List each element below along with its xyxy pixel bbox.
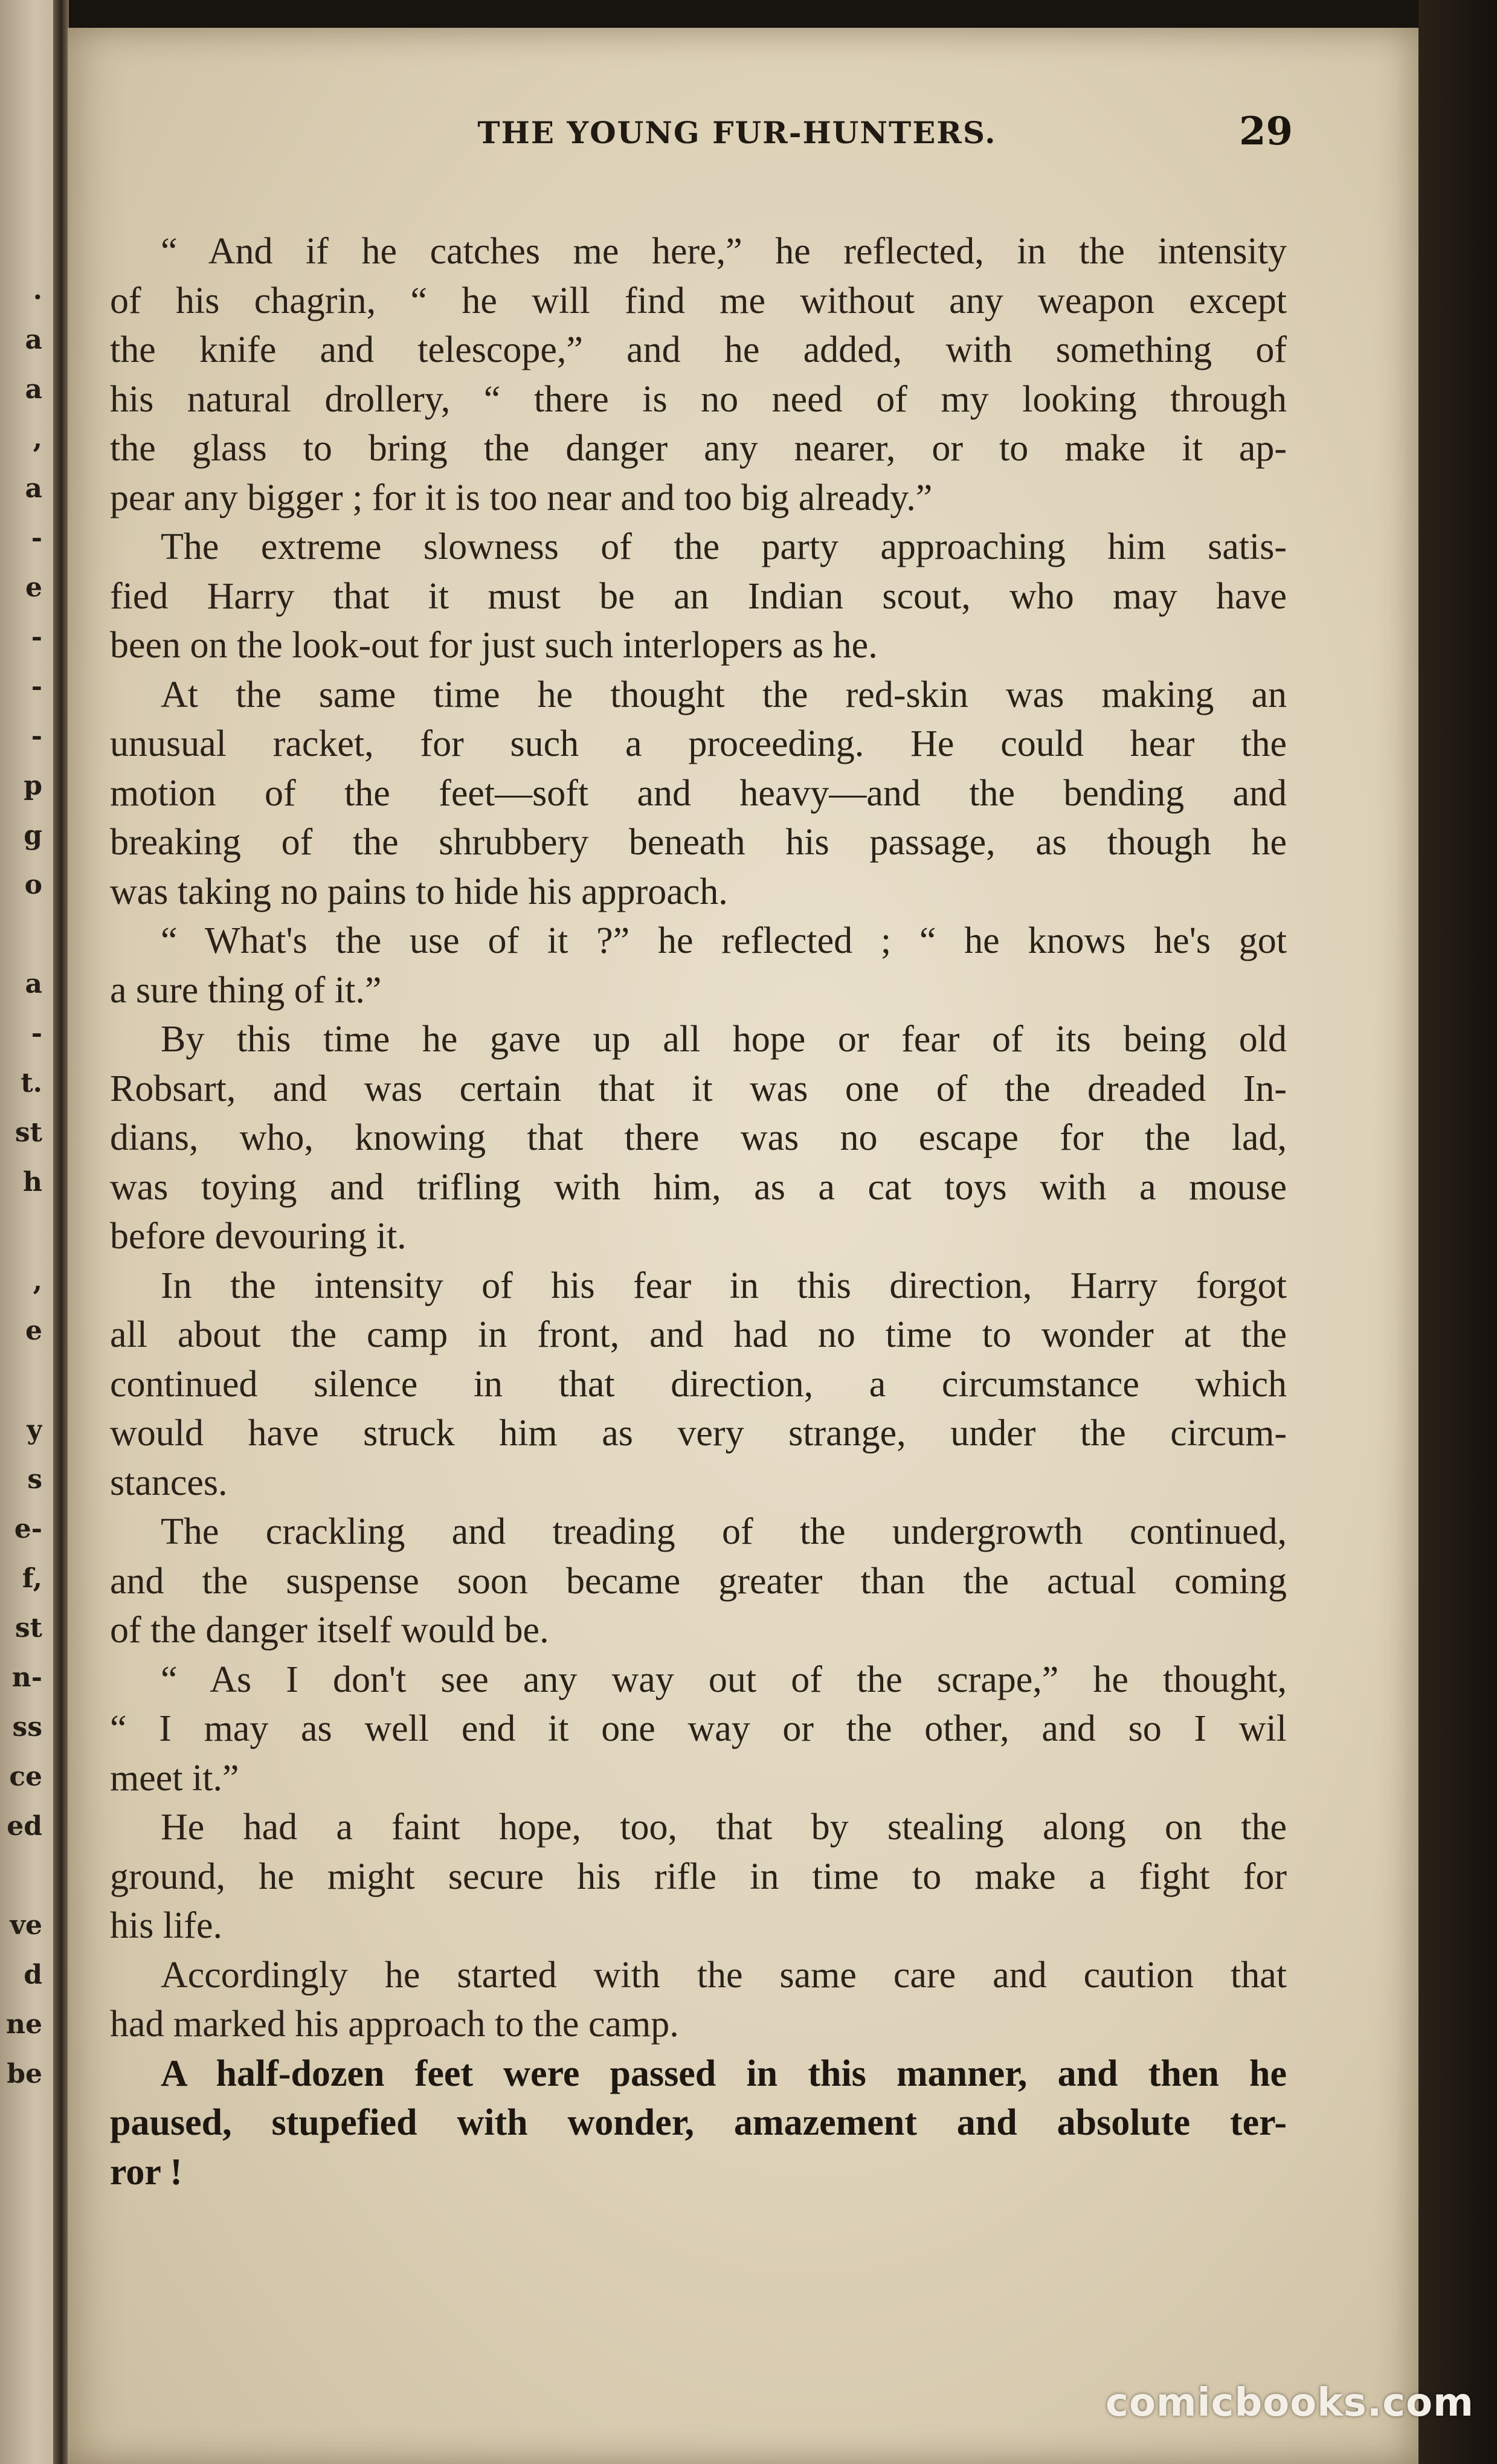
previous-page-fragment: a — [25, 324, 42, 355]
previous-page-fragment: st — [14, 1613, 42, 1643]
text-line: his natural drollery, “ there is no need of my looking through — [110, 378, 1287, 420]
previous-page-fragment: y — [27, 1414, 42, 1445]
text-line: He had a faint hope, too, that by stealing along on the — [161, 1807, 1287, 1848]
text-line: “ And if he catches me here,” he reflected, in the intensity — [161, 231, 1287, 272]
previous-page-fragment: g — [24, 820, 42, 851]
previous-page-fragment: . — [33, 275, 42, 306]
previous-page-fragment: , — [33, 424, 42, 454]
previous-page-fragment: p — [24, 770, 42, 801]
text-line: was taking no pains to hide his approach. — [110, 871, 728, 912]
previous-page-fragment: a — [25, 374, 42, 405]
previous-page-fragment: be — [7, 2059, 42, 2089]
text-line: the glass to bring the danger any nearer, or to make it ap- — [110, 428, 1287, 469]
previous-page-fragment: e — [25, 1315, 42, 1346]
body-text — [110, 227, 1287, 2197]
text-line: meet it.” — [110, 1757, 239, 1799]
text-line: was toying and trifling with him, as a cat toys with a mouse — [110, 1166, 1287, 1208]
previous-page-fragment: st — [14, 1117, 42, 1148]
previous-page-fragment: ed — [7, 1811, 42, 1842]
previous-page-fragment — [0, 1851, 42, 1901]
text-line: all about the camp in front, and had no time to wonder at the — [110, 1314, 1287, 1355]
text-line: By this time he gave up all hope or fear of its being old — [161, 1019, 1287, 1060]
text-line: In the intensity of his fear in this direction, Harry forgot — [161, 1265, 1287, 1306]
previous-page-fragment: - — [31, 671, 42, 702]
text-line: breaking of the shrubbery beneath his passage, as though he — [110, 822, 1287, 863]
previous-page-fragment: h — [23, 1167, 42, 1198]
previous-page-fragment — [0, 910, 42, 959]
text-line: of his chagrin, “ he will find me without any weapon except — [110, 280, 1287, 321]
previous-page-fragment — [0, 1356, 42, 1405]
text-line: “ As I don't see any way out of the scrape,” he thought, — [161, 1659, 1287, 1700]
previous-page-fragment: a — [25, 969, 42, 999]
previous-page-fragment: e- — [14, 1514, 42, 1544]
previous-page-fragment: ne — [6, 2009, 42, 2040]
text-line: stances. — [110, 1462, 228, 1503]
text-line: “ What's the use of it ?” he reflected ; “ he knows he's got — [161, 920, 1287, 961]
page-number: 29 — [1238, 109, 1293, 154]
previous-page-fragment: ce — [9, 1761, 42, 1792]
text-line: before devouring it. — [110, 1216, 407, 1257]
previous-page-fragment: - — [31, 523, 42, 553]
text-line: dians, who, knowing that there was no escape for the lad, — [110, 1117, 1287, 1158]
text-line: been on the look-out for just such interlopers as he. — [110, 625, 878, 666]
text-line: motion of the feet—soft and heavy—and the bending and — [110, 772, 1287, 814]
previous-page-fragment — [0, 1207, 42, 1257]
previous-page-fragment: n- — [11, 1662, 42, 1693]
binding-gutter — [53, 0, 69, 2464]
watermark-logo: comicbooks.com — [1106, 2381, 1474, 2425]
previous-page-fragment: - — [31, 721, 42, 752]
text-line: ror ! — [110, 2151, 182, 2193]
text-line: Robsart, and was certain that it was one of the dreaded In- — [110, 1068, 1287, 1109]
previous-page-fragment: ss — [12, 1712, 42, 1743]
text-line: of the danger itself would be. — [110, 1610, 549, 1651]
text-line: At the same time he thought the red-skin was making an — [161, 674, 1287, 715]
previous-page-fragment: ve — [10, 1910, 42, 1941]
text-line: A half-dozen feet were passed in this manner, and then he — [161, 2053, 1287, 2094]
previous-page-text-fragments — [0, 266, 42, 2099]
previous-page-fragment: s — [27, 1464, 42, 1495]
previous-page-fragment: o — [24, 869, 42, 900]
text-line: a sure thing of it.” — [110, 969, 382, 1011]
text-line: had marked his approach to the camp. — [110, 2004, 679, 2045]
previous-page-fragment: d — [24, 1959, 42, 1990]
text-line: ground, he might secure his rifle in time to make a fight for — [110, 1856, 1287, 1897]
previous-page-fragment: e — [25, 572, 42, 603]
text-line: “ I may as well end it one way or the other, and so I wil — [110, 1708, 1287, 1749]
text-line: would have struck him as very strange, under the circum- — [110, 1413, 1287, 1454]
previous-page-fragment: t. — [21, 1068, 42, 1098]
text-line: The extreme slowness of the party approaching him satis- — [161, 526, 1287, 567]
previous-page-fragment: , — [33, 1266, 42, 1297]
text-line: paused, stupefied with wonder, amazement and absolute ter- — [110, 2102, 1287, 2143]
text-line: fied Harry that it must be an Indian scout, who may have — [110, 575, 1287, 617]
text-line: and the suspense soon became greater than the actual coming — [110, 1560, 1287, 1602]
page-background-edge — [1418, 0, 1497, 2464]
text-line: his life. — [110, 1905, 222, 1946]
previous-page-fragment: - — [31, 622, 42, 653]
previous-page-fragment: f, — [22, 1563, 42, 1594]
previous-page-fragment: a — [25, 473, 42, 504]
previous-page-fragment: - — [31, 1018, 42, 1049]
text-line: The crackling and treading of the undergrowth continued, — [161, 1511, 1287, 1552]
text-line: unusual racket, for such a proceeding. He could hear the — [110, 723, 1287, 764]
text-line: pear any bigger ; for it is too near and too big already.” — [110, 477, 933, 518]
text-line: Accordingly he started with the same care and caution that — [161, 1954, 1287, 1996]
text-line: the knife and telescope,” and he added, with something of — [110, 329, 1287, 370]
text-line: continued silence in that direction, a circumstance which — [110, 1363, 1287, 1405]
running-head-title: THE YOUNG FUR-HUNTERS. — [477, 115, 997, 150]
